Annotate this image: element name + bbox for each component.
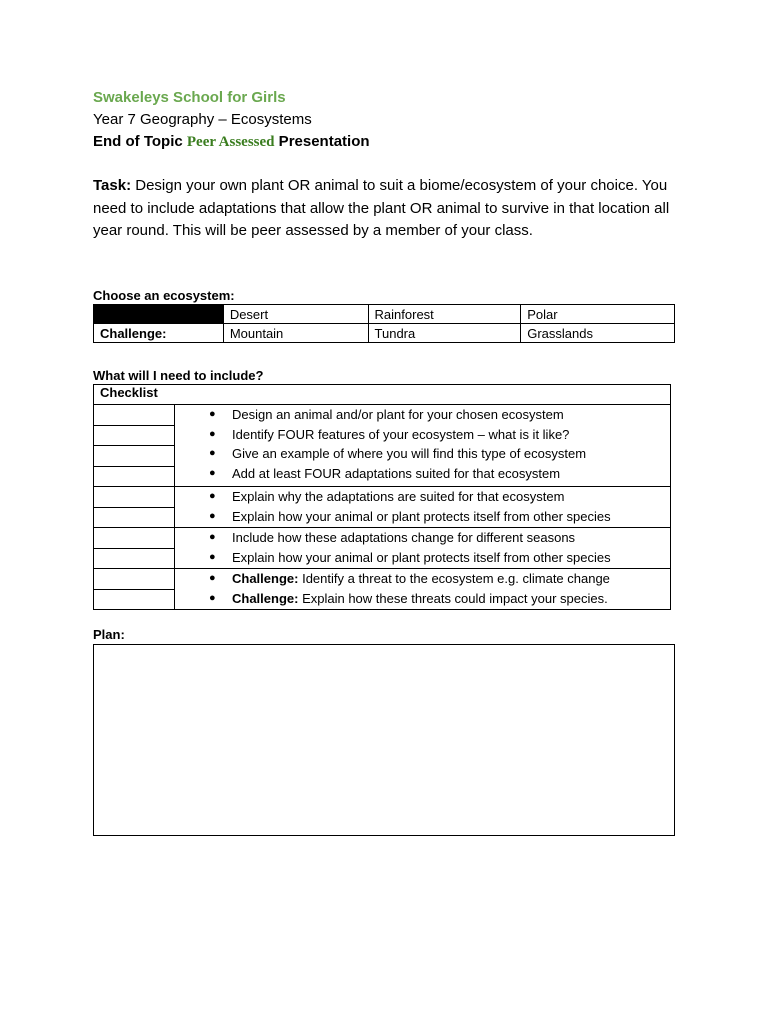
checklist-group xyxy=(94,528,671,569)
checklist-table xyxy=(93,384,671,610)
ecosystem-option-tundra: Tundra xyxy=(368,324,521,343)
ecosystem-option-polar: Polar xyxy=(521,305,675,324)
checklist-item: ● Challenge: Explain how these threats could impact your species. xyxy=(175,589,670,609)
ecosystem-option-rainforest: Rainforest xyxy=(368,305,521,324)
check-box[interactable] xyxy=(94,467,174,487)
title-prefix: End of Topic xyxy=(93,133,187,150)
bullet-icon: ● xyxy=(209,550,216,563)
checklist-items xyxy=(175,405,671,487)
include-label: What will I need to include? xyxy=(93,368,264,383)
check-box[interactable] xyxy=(94,528,174,549)
checklist-items xyxy=(175,569,671,610)
challenge-label: Challenge: xyxy=(94,324,224,343)
bullet-icon: ● xyxy=(209,466,216,479)
check-box[interactable] xyxy=(94,549,174,569)
checklist-item: ● Identify FOUR features of your ecosystem – what is it like? xyxy=(175,425,670,445)
bullet-icon: ● xyxy=(209,572,216,584)
ecosystem-row xyxy=(94,324,675,343)
check-box[interactable] xyxy=(94,405,174,426)
checklist-items xyxy=(175,487,671,528)
checklist-item: ● Explain how your animal or plant protects itself from other species xyxy=(175,507,670,527)
check-box[interactable] xyxy=(94,487,174,508)
check-box[interactable] xyxy=(94,446,174,467)
ecosystem-option-mountain: Mountain xyxy=(223,324,368,343)
ecosystem-option-grasslands: Grasslands xyxy=(521,324,675,343)
checkbox-column xyxy=(94,528,175,569)
bullet-icon: ● xyxy=(209,408,216,420)
bullet-icon: ● xyxy=(209,531,216,543)
checklist-item: ● Explain how your animal or plant protects itself from other species xyxy=(175,548,670,568)
checklist-group xyxy=(94,487,671,528)
checklist-item: ● Design an animal and/or plant for your chosen ecosystem xyxy=(175,405,670,425)
ecosystem-label: Choose an ecosystem: xyxy=(93,288,235,303)
plan-box[interactable] xyxy=(93,644,675,836)
school-name: Swakeleys School for Girls xyxy=(93,89,286,106)
check-box[interactable] xyxy=(94,426,174,447)
checklist-item: ● Challenge: Identify a threat to the ecosystem e.g. climate change xyxy=(175,569,670,589)
ecosystem-option-desert: Desert xyxy=(223,305,368,324)
check-box[interactable] xyxy=(94,569,174,590)
subject-line: Year 7 Geography – Ecosystems xyxy=(93,111,312,128)
checklist-group xyxy=(94,405,671,487)
bullet-icon: ● xyxy=(209,447,216,459)
checklist-item: ● Add at least FOUR adaptations suited for that ecosystem xyxy=(175,464,670,484)
check-box[interactable] xyxy=(94,590,174,610)
checkbox-column xyxy=(94,569,175,610)
title-highlight: Peer Assessed xyxy=(186,134,275,150)
checklist-group xyxy=(94,569,671,610)
bullet-icon: ● xyxy=(209,591,216,604)
document-title xyxy=(93,133,370,151)
title-suffix: Presentation xyxy=(274,133,370,150)
plan-label: Plan: xyxy=(93,627,125,642)
checklist-header: Checklist xyxy=(94,385,671,405)
checklist-item: ● Explain why the adaptations are suited for that ecosystem xyxy=(175,487,670,507)
check-box[interactable] xyxy=(94,508,174,528)
bullet-icon: ● xyxy=(209,427,216,440)
task-text: Design your own plant OR animal to suit a biome/ecosystem of your choice. You need to include adaptations that allow the plant OR animal to survive in that location all year round. This will be peer assessed by a member of your class. xyxy=(93,177,670,239)
bullet-icon: ● xyxy=(209,509,216,522)
task-label: Task: xyxy=(93,177,132,194)
ecosystem-cell-blank xyxy=(94,305,224,324)
task-description xyxy=(93,175,683,243)
checklist-items xyxy=(175,528,671,569)
bullet-icon: ● xyxy=(209,490,216,502)
checklist-item: ● Give an example of where you will find this type of ecosystem xyxy=(175,444,670,464)
checkbox-column xyxy=(94,405,175,487)
ecosystem-row xyxy=(94,305,675,324)
ecosystem-table xyxy=(93,304,675,343)
checklist-item: ● Include how these adaptations change for different seasons xyxy=(175,528,670,548)
checkbox-column xyxy=(94,487,175,528)
